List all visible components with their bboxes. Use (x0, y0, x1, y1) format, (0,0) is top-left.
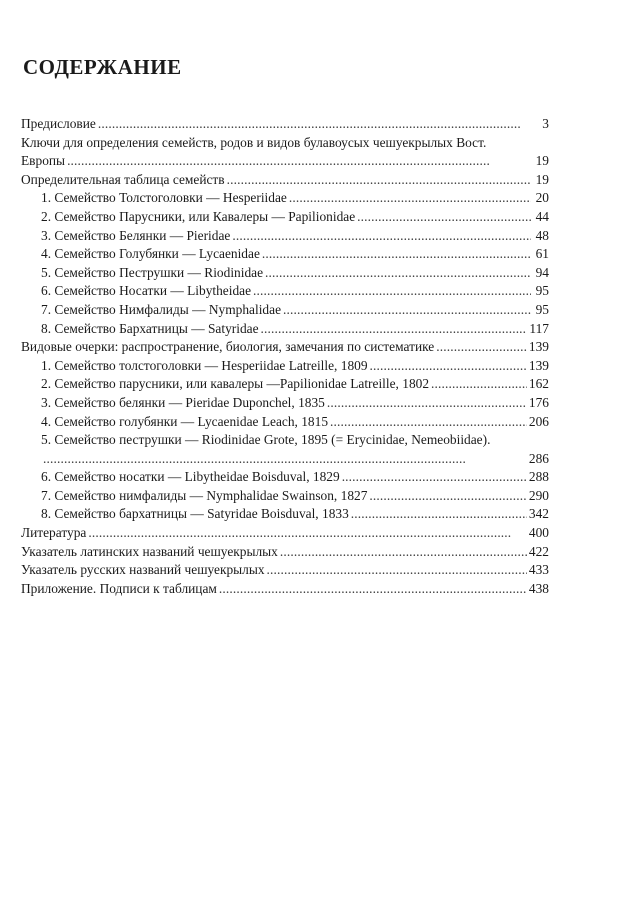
toc-page-number: 94 (535, 264, 549, 280)
dot-leader (219, 580, 527, 599)
dot-leader (280, 543, 527, 562)
dot-leader (330, 413, 527, 432)
toc-entry-key-family[interactable] (21, 282, 549, 301)
toc-page-number: 19 (535, 153, 549, 169)
dot-leader (369, 487, 526, 506)
dot-leader (267, 561, 527, 580)
toc-page-number: 139 (528, 357, 549, 373)
dot-leader (43, 450, 527, 469)
toc-entry-title: 6. Семейство носатки — Libytheidae Boisduval, 1829 (41, 469, 340, 485)
toc-entry-riodinidae[interactable] (21, 450, 549, 469)
toc-entry-essay-family[interactable] (21, 505, 549, 524)
toc-entry-keys-line1[interactable]: Ключи для определения семейств, родов и видов булавоусых чешуекрылых Вост. (21, 134, 487, 150)
toc-entry-title: 6. Семейство Носатки — Libytheidae (41, 283, 252, 299)
toc-entry-title: 1. Семейство Толстоголовки — Hesperiidae (41, 190, 287, 206)
toc-entry-essay-family[interactable] (21, 357, 549, 376)
toc-page-number: 433 (528, 562, 549, 578)
toc-page-number: 48 (535, 227, 549, 243)
toc-entry-species-essays[interactable] (21, 338, 549, 357)
toc-entry-literature[interactable] (21, 524, 549, 543)
dot-leader (357, 208, 531, 227)
toc-entry-title: 8. Семейство Бархатницы — Satyridae (41, 320, 259, 336)
toc-page-number: 44 (535, 208, 549, 224)
toc-entry-russian-index[interactable] (21, 561, 549, 580)
toc-entry-preface[interactable] (21, 115, 549, 134)
toc-entry-title: 5. Семейство Пеструшки — Riodinidae (41, 264, 264, 280)
toc-page-number: 19 (535, 171, 549, 187)
dot-leader (283, 301, 531, 320)
toc-entry-title: 1. Семейство толстоголовки — Hesperiidae Latreille, 1809 (41, 357, 368, 373)
dot-leader (262, 245, 531, 264)
dot-leader (67, 152, 531, 171)
toc-page-number: 139 (528, 339, 549, 355)
toc-entry-essay-family[interactable] (21, 487, 549, 506)
dot-leader (253, 282, 531, 301)
toc-entry-title: 2. Семейство парусники, или кавалеры —Papilionidae Latreille, 1802 (41, 376, 430, 392)
toc-entry-key-family[interactable] (21, 245, 549, 264)
toc-entry-title: 7. Семейство Нимфалиды — Nymphalidae (41, 301, 282, 317)
toc-entry-essay-family[interactable] (21, 413, 549, 432)
toc-entry-title: Европы (21, 153, 66, 169)
toc-entry-title: Литература (21, 525, 87, 541)
toc-page-number: 206 (528, 413, 549, 429)
dot-leader (289, 189, 531, 208)
toc-entry-riodinidae-line1[interactable]: 5. Семейство пеструшки — Riodinidae Grote, 1895 (= Erycinidae, Nemeobiidae). (41, 432, 491, 448)
dot-leader (232, 227, 531, 246)
toc-entry-key-family[interactable] (21, 301, 549, 320)
toc-page-number: 286 (528, 450, 549, 466)
dot-leader (431, 375, 527, 394)
toc-entry-key-family[interactable] (21, 208, 549, 227)
toc-entry-title: Предисловие (21, 116, 96, 131)
toc-page-number: 176 (528, 394, 549, 410)
dot-leader (88, 524, 527, 543)
dot-leader (265, 264, 531, 283)
toc-entry-title: Приложение. Подписи к таблицам (21, 580, 217, 596)
toc-entry-title: Указатель латинских названий чешуекрылых (21, 543, 278, 559)
toc-page-number: 20 (535, 190, 549, 206)
toc-page-number: 422 (528, 543, 549, 559)
toc-page-number: 438 (528, 580, 549, 596)
toc-entry-title: 7. Семейство нимфалиды — Nymphalidae Swainson, 1827 (41, 487, 368, 503)
toc-entry-key-family[interactable] (21, 320, 549, 339)
toc-entry-title: 3. Семейство Белянки — Pieridae (41, 227, 231, 243)
toc-entry-family-table[interactable] (21, 171, 549, 190)
toc-entry-key-family[interactable] (21, 264, 549, 283)
page-title: СОДЕРЖАНИЕ (23, 55, 182, 79)
toc-entry-title: 3. Семейство белянки — Pieridae Duponchel, 1835 (41, 394, 325, 410)
toc-entry-title: 2. Семейство Парусники, или Кавалеры — Papilionidae (41, 208, 356, 224)
toc-page-number: 3 (542, 116, 549, 131)
toc-entry-title: 4. Семейство Голубянки — Lycaenidae (41, 246, 260, 262)
table-of-contents (21, 115, 549, 598)
toc-page-number: 95 (535, 283, 549, 299)
toc-entry-essay-family[interactable] (21, 394, 549, 413)
toc-page-number: 400 (528, 525, 549, 541)
toc-entry-keys[interactable] (21, 152, 549, 171)
dot-leader (370, 357, 527, 376)
toc-entry-key-family[interactable] (21, 189, 549, 208)
toc-entry-essay-family[interactable] (21, 375, 549, 394)
toc-entry-title: Видовые очерки: распространение, биология, замечания по систематике (21, 339, 435, 355)
dot-leader (436, 338, 527, 357)
dot-leader (342, 468, 527, 487)
toc-entry-title: 8. Семейство бархатницы — Satyridae Boisduval, 1833 (41, 506, 349, 522)
toc-entry-latin-index[interactable] (21, 543, 549, 562)
toc-page-number: 61 (535, 246, 549, 262)
dot-leader (98, 115, 531, 134)
toc-entry-title: Определительная таблица семейств (21, 171, 225, 187)
toc-page-number: 117 (529, 320, 549, 336)
toc-entry-key-family[interactable] (21, 227, 549, 246)
toc-entry-title: Указатель русских названий чешуекрылых (21, 562, 265, 578)
toc-page-number: 290 (528, 487, 549, 503)
dot-leader (327, 394, 527, 413)
toc-entry-appendix[interactable] (21, 580, 549, 599)
dot-leader (227, 171, 531, 190)
toc-entry-title: 4. Семейство голубянки — Lycaenidae Leach, 1815 (41, 413, 329, 429)
toc-page-number: 95 (535, 301, 549, 317)
toc-entry-essay-family[interactable] (21, 468, 549, 487)
dot-leader (261, 320, 528, 339)
toc-page-number: 162 (528, 376, 549, 392)
toc-page-number: 288 (528, 469, 549, 485)
dot-leader (351, 505, 527, 524)
toc-page-number: 342 (528, 506, 549, 522)
